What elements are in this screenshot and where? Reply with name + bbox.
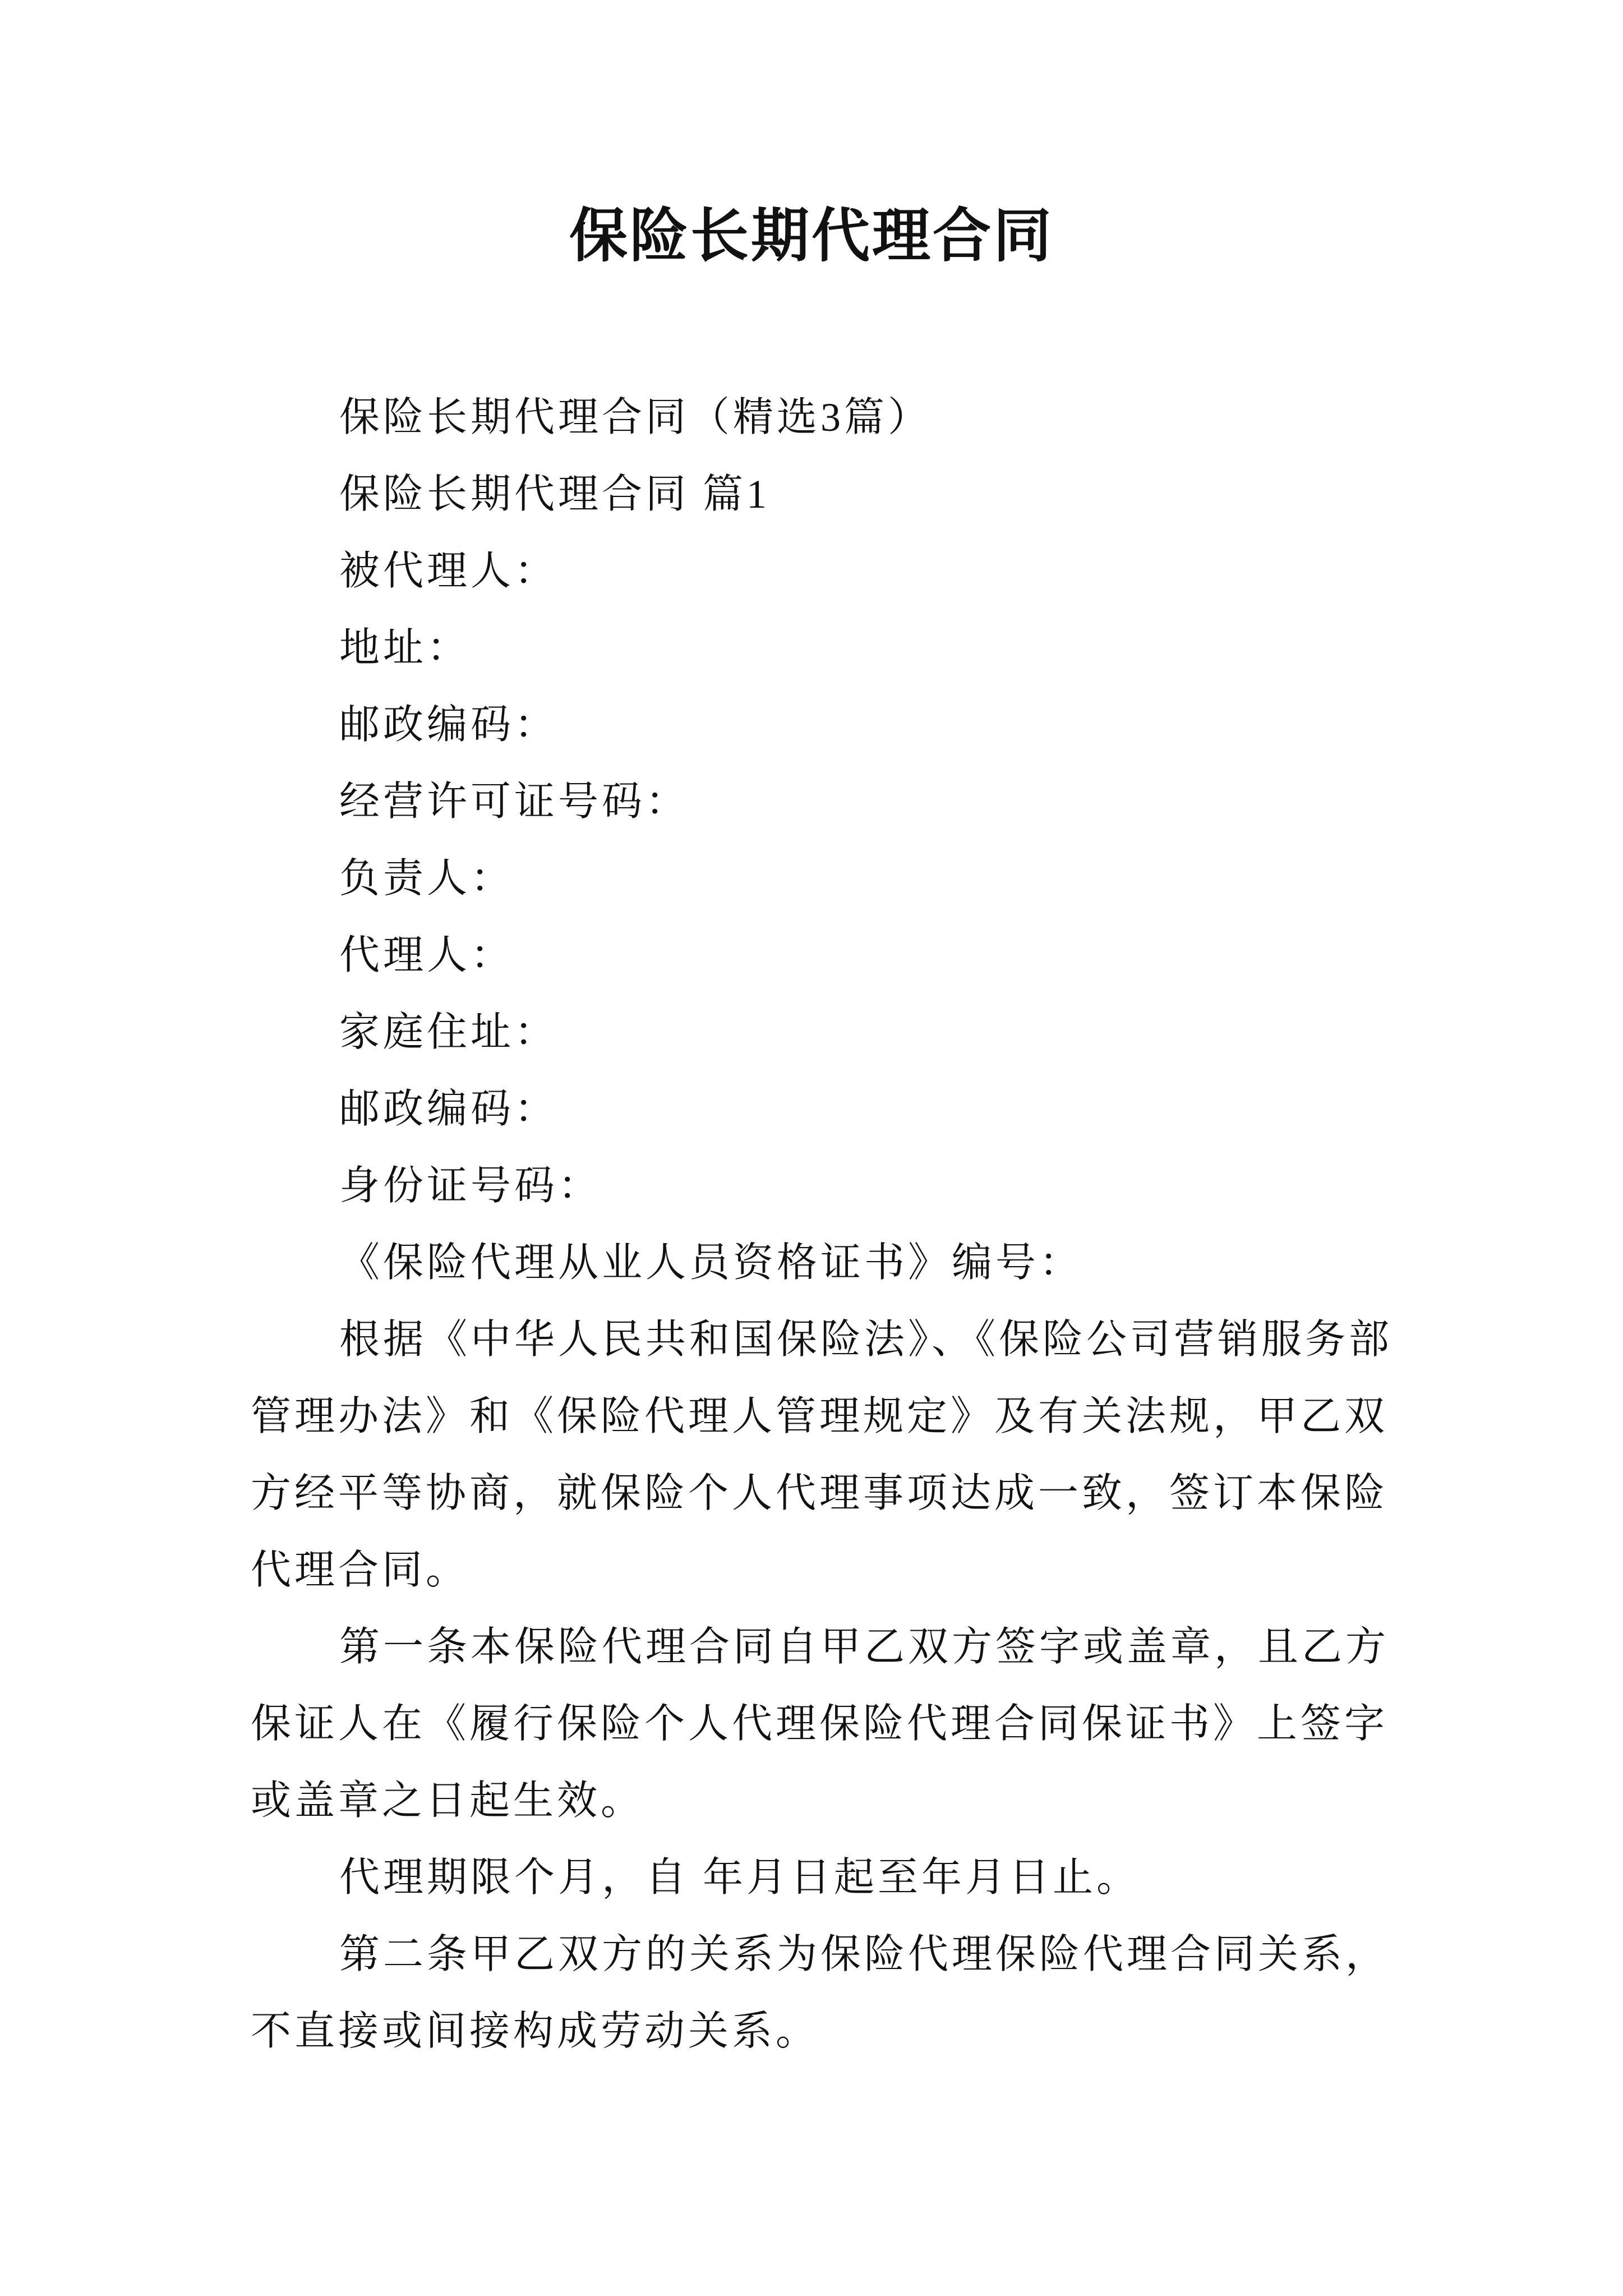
- field-label: 经营许可证号码：: [339, 779, 690, 824]
- paragraph-line: 第一条本保险代理合同自甲乙双方签字或盖章，且乙方: [339, 1625, 1390, 1669]
- paragraph-line: 方经平等协商，就保险个人代理事项达成一致，签订本保险: [251, 1471, 1389, 1516]
- paragraph-article-2: [251, 1916, 1428, 2070]
- field-label: 代理人：: [339, 933, 515, 978]
- field-address: [251, 610, 1428, 687]
- paragraph-line: 保证人在《履行保险个人代理保险代理合同保证书》上签字: [251, 1701, 1389, 1746]
- field-postal-code: [251, 687, 1428, 763]
- document-body: [251, 379, 1428, 2070]
- field-principal: [251, 533, 1428, 610]
- paragraph-preamble: [251, 1301, 1428, 1609]
- field-id-number: [251, 1148, 1428, 1225]
- field-label: 负责人：: [339, 856, 515, 901]
- paragraph-line: 管理办法》和《保险代理人管理规定》及有关法规，甲乙双: [251, 1394, 1389, 1439]
- field-agent-postal-code: [251, 1071, 1428, 1148]
- paragraph-agency-term: [251, 1839, 1428, 1916]
- field-label: 家庭住址：: [339, 1010, 559, 1055]
- paragraph-line: 代理期限个月，自 年月日起至年月日止。: [339, 1855, 1141, 1900]
- paragraph-line: 或盖章之日起生效。: [251, 1778, 645, 1823]
- document-title: 保险长期代理合同: [569, 204, 1054, 269]
- field-label: 被代理人：: [339, 549, 559, 593]
- field-label: 邮政编码：: [339, 702, 559, 747]
- field-label: 邮政编码：: [339, 1087, 559, 1131]
- paragraph-line: 第二条甲乙双方的关系为保险代理保险代理合同关系，: [339, 1932, 1390, 1977]
- paragraph-line: 保险长期代理合同（精选3篇）: [339, 395, 932, 440]
- field-home-address: [251, 994, 1428, 1071]
- paragraph-heading-collection: [251, 379, 1428, 456]
- field-label: 《保险代理从业人员资格证书》编号：: [339, 1240, 1083, 1285]
- paragraph-article-1: [251, 1609, 1428, 1839]
- field-label: 地址：: [339, 625, 471, 670]
- paragraph-line: 不直接或间接构成劳动关系。: [251, 2009, 820, 2054]
- field-business-license-number: [251, 763, 1428, 840]
- field-label: 身份证号码：: [339, 1163, 602, 1208]
- paragraph-heading-part-1: [251, 456, 1428, 533]
- field-person-in-charge: [251, 840, 1428, 917]
- paragraph-line: 代理合同。: [251, 1548, 470, 1593]
- paragraph-line: 根据《中华人民共和国保险法》、《保险公司营销服务部: [339, 1317, 1393, 1362]
- field-agent: [251, 917, 1428, 994]
- paragraph-line: 保险长期代理合同 篇1: [339, 472, 771, 517]
- field-certificate-number: [251, 1225, 1428, 1301]
